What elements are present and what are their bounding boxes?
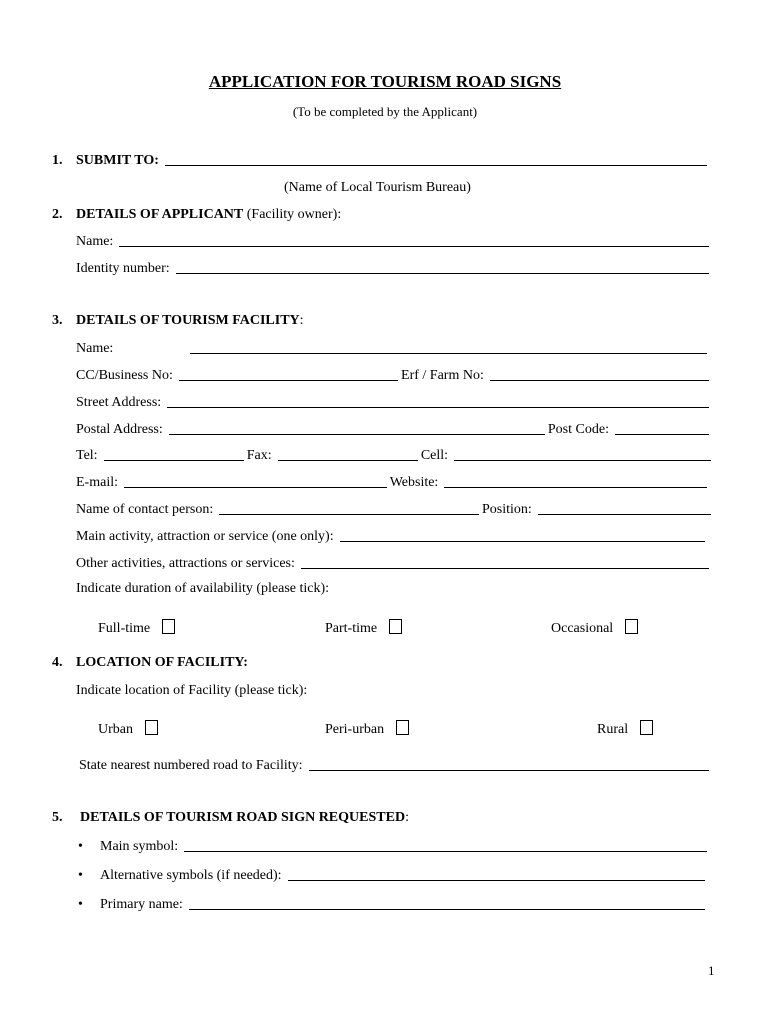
part-time-checkbox[interactable] <box>389 619 402 634</box>
facility-name-field[interactable] <box>190 340 707 354</box>
other-activities-row <box>76 555 712 572</box>
field-label: Erf / Farm No: <box>401 368 484 383</box>
location-heading-row <box>52 655 248 671</box>
field-label: Position: <box>482 502 532 517</box>
main-symbol-field[interactable] <box>184 838 707 852</box>
page-number: 1 <box>708 963 715 978</box>
field-label: CC/Business No: <box>76 368 173 383</box>
main-activity-row <box>76 528 708 545</box>
option-label: Part-time <box>325 621 378 636</box>
option-label: Rural <box>597 722 629 737</box>
other-activities-field[interactable] <box>301 555 709 569</box>
rural-checkbox[interactable] <box>640 720 653 735</box>
peri-urban-checkbox[interactable] <box>396 720 409 735</box>
postal-row <box>76 421 712 438</box>
primary-name-row <box>78 896 708 913</box>
page-subtitle: (To be completed by the Applicant) <box>292 104 478 119</box>
applicant-name-row <box>76 233 712 250</box>
section-heading: DETAILS OF APPLICANT <box>76 207 244 222</box>
post-code-field[interactable] <box>615 421 709 435</box>
email-field[interactable] <box>124 474 387 488</box>
field-label: Postal Address: <box>76 422 163 437</box>
alt-symbols-field[interactable] <box>288 867 705 881</box>
nearest-road-row <box>79 757 712 774</box>
field-label: Name of contact person: <box>76 502 214 517</box>
bullet: • <box>78 868 83 883</box>
sign-heading-row <box>52 810 409 826</box>
option-rural <box>597 720 653 738</box>
full-time-checkbox[interactable] <box>162 619 175 634</box>
street-address-field[interactable] <box>167 394 709 408</box>
field-label: Post Code: <box>547 422 609 437</box>
cell-field[interactable] <box>454 447 711 461</box>
email-row <box>76 474 710 491</box>
field-label: Tel: <box>76 448 98 463</box>
submit-to-field[interactable] <box>165 152 707 166</box>
option-urban <box>98 720 158 738</box>
section-heading: DETAILS OF TOURISM ROAD SIGN REQUESTED <box>80 810 406 825</box>
applicant-heading-row <box>52 207 341 223</box>
fax-field[interactable] <box>278 447 418 461</box>
submit-to-caption: (Name of Local Tourism Bureau) <box>284 180 471 195</box>
field-label: Main activity, attraction or service (one only): <box>76 529 334 544</box>
bullet: • <box>78 897 83 912</box>
contact-row <box>76 501 714 518</box>
submit-to-row <box>52 152 710 169</box>
position-field[interactable] <box>538 501 711 515</box>
option-label: Occasional <box>551 621 614 636</box>
tel-field[interactable] <box>104 447 244 461</box>
field-label: Identity number: <box>76 261 170 276</box>
occasional-checkbox[interactable] <box>625 619 638 634</box>
field-label: Name: <box>76 341 114 356</box>
business-row <box>76 367 712 384</box>
section-number: 2. <box>52 207 63 222</box>
section-number: 3. <box>52 313 63 328</box>
location-instruction: Indicate location of Facility (please tick): <box>76 683 308 698</box>
section-heading: SUBMIT TO: <box>76 153 159 168</box>
field-label: Name: <box>76 234 114 249</box>
alt-symbols-row <box>78 867 708 884</box>
facility-heading-row <box>52 313 304 329</box>
field-label: Cell: <box>420 448 449 463</box>
applicant-name-field[interactable] <box>119 233 709 247</box>
field-label: Other activities, attractions or services: <box>76 556 295 571</box>
primary-name-field[interactable] <box>189 896 705 910</box>
website-field[interactable] <box>444 474 707 488</box>
section-number: 4. <box>52 655 63 670</box>
option-label: Peri-urban <box>325 722 385 737</box>
option-label: Full-time <box>98 621 151 636</box>
option-occasional <box>551 619 638 637</box>
section-heading-note: (Facility owner): <box>243 207 342 222</box>
main-activity-field[interactable] <box>340 528 705 542</box>
field-label: Website: <box>389 475 439 490</box>
field-label: E-mail: <box>76 475 118 490</box>
section-number: 5. <box>52 810 63 825</box>
field-label: Fax: <box>246 448 272 463</box>
field-label: Alternative symbols (if needed): <box>100 868 282 883</box>
option-label: Urban <box>98 722 133 737</box>
duration-instruction: Indicate duration of availability (please tick): <box>76 581 330 596</box>
field-label: Main symbol: <box>100 839 179 854</box>
section-heading-colon: : <box>405 810 409 825</box>
nearest-road-field[interactable] <box>309 757 709 771</box>
main-symbol-row <box>78 838 710 855</box>
option-peri-urban <box>325 720 409 738</box>
field-label: State nearest numbered road to Facility: <box>79 758 303 773</box>
facility-name-row <box>76 340 710 357</box>
section-number: 1. <box>52 153 63 168</box>
contact-person-field[interactable] <box>219 501 479 515</box>
postal-address-field[interactable] <box>169 421 545 435</box>
section-heading: DETAILS OF TOURISM FACILITY <box>76 313 300 328</box>
erf-farm-field[interactable] <box>490 367 709 381</box>
applicant-identity-row <box>76 260 712 277</box>
phone-row <box>76 447 714 464</box>
option-full-time <box>98 619 175 637</box>
section-heading-colon: : <box>299 313 304 328</box>
option-part-time <box>325 619 402 637</box>
section-heading: LOCATION OF FACILITY: <box>76 655 248 670</box>
bullet: • <box>78 839 83 854</box>
street-row <box>76 394 712 411</box>
identity-number-field[interactable] <box>176 260 709 274</box>
field-label: Primary name: <box>100 897 183 912</box>
urban-checkbox[interactable] <box>145 720 158 735</box>
cc-business-field[interactable] <box>179 367 398 381</box>
field-label: Street Address: <box>76 395 162 410</box>
page-title: APPLICATION FOR TOURISM ROAD SIGNS <box>208 72 562 91</box>
